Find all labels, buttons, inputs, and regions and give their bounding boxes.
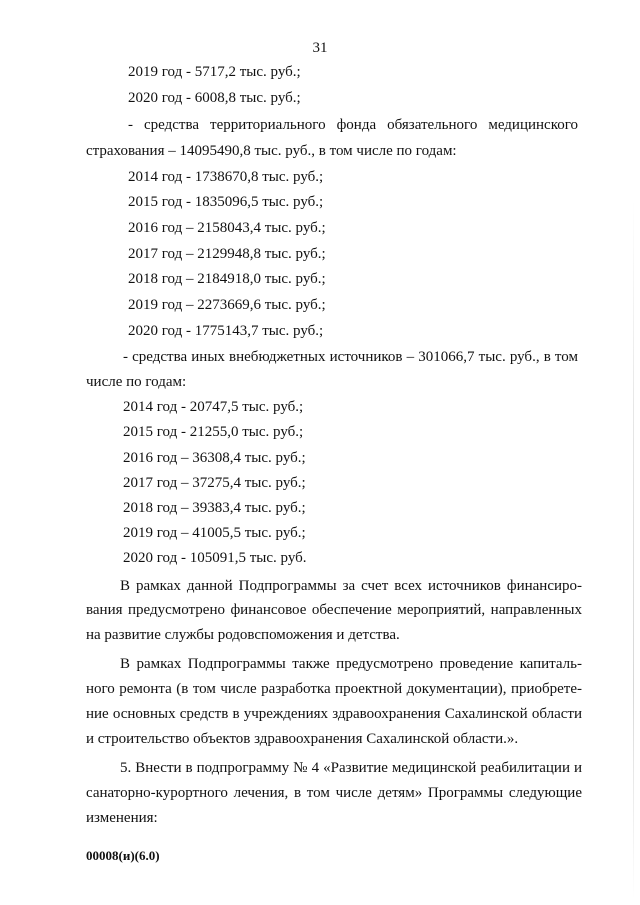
- text-line: 2018 год – 39383,4 тыс. руб.;: [123, 500, 306, 516]
- text-line: страхования – 14095490,8 тыс. руб., в том числе по годам:: [86, 143, 457, 159]
- text-line: В рамках данной Подпрограммы за счет всех источников финансиро-: [120, 578, 582, 594]
- text-line: 2020 год - 1775143,7 тыс. руб.;: [128, 323, 324, 339]
- text-line: санаторно-курортного лечения, в том числе детям» Программы следующие: [86, 785, 582, 801]
- scan-edge-artifact: [633, 200, 634, 900]
- page-number: 31: [312, 40, 328, 56]
- text-line: 2017 год – 2129948,8 тыс. руб.;: [128, 246, 326, 262]
- text-line: 2016 год – 36308,4 тыс. руб.;: [123, 450, 306, 466]
- text-line: 2020 год - 105091,5 тыс. руб.: [123, 550, 307, 566]
- text-line: 2015 год - 21255,0 тыс. руб.;: [123, 424, 304, 440]
- text-line: вания предусмотрено финансовое обеспечение мероприятий, направленных: [86, 602, 582, 618]
- text-line: 2018 год – 2184918,0 тыс. руб.;: [128, 271, 326, 287]
- text-line: ного ремонта (в том числе разработка проектной документации), приобрете-: [86, 681, 582, 697]
- text-line: 2016 год – 2158043,4 тыс. руб.;: [128, 220, 326, 236]
- text-line: 5. Внести в подпрограмму № 4 «Развитие медицинской реабилитации и: [120, 760, 582, 776]
- text-line: - средства иных внебюджетных источников – 301066,7 тыс. руб., в том: [123, 349, 578, 365]
- text-line: 2019 год – 2273669,6 тыс. руб.;: [128, 297, 326, 313]
- text-line: на развитие службы родовспоможения и детства.: [86, 627, 400, 643]
- text-line: 2014 год - 1738670,8 тыс. руб.;: [128, 169, 324, 185]
- text-line: числе по годам:: [86, 374, 187, 390]
- text-line: В рамках Подпрограммы также предусмотрено проведение капиталь-: [120, 656, 582, 672]
- text-line: и строительство объектов здравоохранения Сахалинской области.».: [86, 731, 519, 747]
- text-line: - средства территориального фонда обязательного медицинского: [128, 117, 578, 133]
- text-line: 2014 год - 20747,5 тыс. руб.;: [123, 399, 304, 415]
- document-code: 00008(и)(6.0): [86, 848, 160, 863]
- text-line: 2015 год - 1835096,5 тыс. руб.;: [128, 194, 324, 210]
- text-line: 2019 год – 41005,5 тыс. руб.;: [123, 525, 306, 541]
- text-line: 2017 год – 37275,4 тыс. руб.;: [123, 475, 306, 491]
- text-line: 2020 год - 6008,8 тыс. руб.;: [128, 90, 301, 106]
- text-line: изменения:: [86, 810, 158, 826]
- text-line: ние основных средств в учреждениях здравоохранения Сахалинской области: [86, 706, 582, 722]
- text-line: 2019 год - 5717,2 тыс. руб.;: [128, 64, 301, 80]
